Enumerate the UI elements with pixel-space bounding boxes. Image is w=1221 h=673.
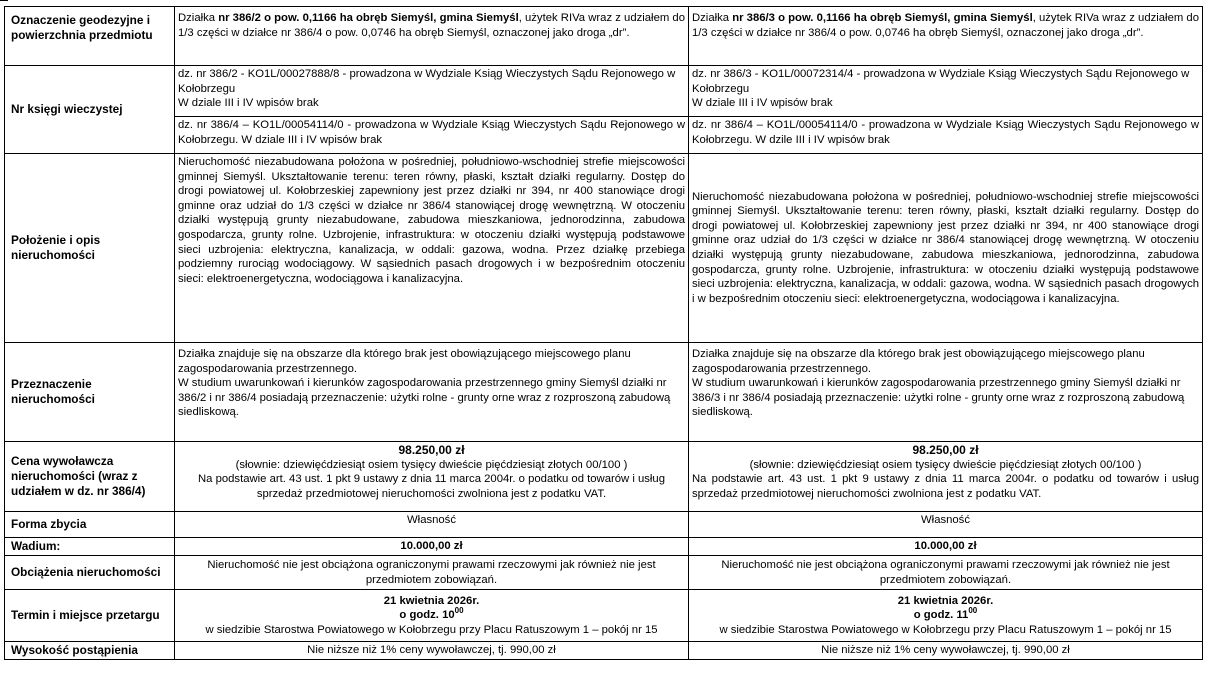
termin-date-left: 21 kwietnia 2026r. <box>383 594 480 607</box>
termin-time-right: o godz. $11^{00}$ <box>913 606 978 622</box>
cena-note-left: Na podstawie art. 43 ust. 1 pkt 9 ustawy z dnia 11 marca 2004r. o podatku od towarów i usług sprzedaż przedmiotowej nieruchomości zwolniona jest z podatku VAT. <box>198 473 665 500</box>
auction-details-table <box>4 6 1203 660</box>
row-cena <box>5 442 1203 512</box>
cell-oznaczenie-left: Działka nr 386/2 o pow. 0,1166 ha obręb Siemyśl, gmina Siemyśl, użytek RIVa wraz z udziałem do 1/3 części w działce nr 386/4 o pow. 0,0746 ha obręb Siemyśl, oznaczonej jako droga „dr”. <box>175 7 689 66</box>
cell-ksiega-left-b: dz. nr 386/4 – KO1L/00054114/0 - prowadzona w Wydziale Ksiąg Wieczystych Sądu Rejonowego w Kołobrzegu. W dziale III i IV wpisów brak <box>175 117 689 154</box>
row-przeznaczenie <box>5 343 1203 442</box>
label-wadium: Wadium: <box>5 538 175 556</box>
label-ksiega: Nr księgi wieczystej <box>5 66 175 154</box>
auction-table-wrapper <box>4 6 1203 660</box>
cell-obciazenia-left: Nieruchomość nie jest obciążona ograniczonymi prawami rzeczowymi jak również nie jest przedmiotem zobowiązań. <box>175 556 689 590</box>
cena-note-right: Na podstawie art. 43 ust. 1 pkt 9 ustawy z dnia 11 marca 2004r. o podatku od towarów i usług sprzedaż przedmiotowej nieruchomości zwolniona jest z podatku VAT. <box>692 473 1199 500</box>
cell-przeznaczenie-right: Działka znajduje się na obszarze dla którego brak jest obowiązującego miejscowego planu zagospodarowania przestrzennego. W studium uwarunkowań i kierunków zagospodarowania przestrzennego gminy Siemyśl działki nr 386/3 i nr 386/4 posiadają przeznaczenie: użytki rolne - grunty orne wraz z rozproszoną zabudową siedliskową. <box>689 343 1203 442</box>
label-postapienie: Wysokość postąpienia <box>5 642 175 660</box>
cell-ksiega-left-a: dz. nr 386/2 - KO1L/00027888/8 - prowadzona w Wydziale Ksiąg Wieczystych Sądu Rejonowego w Kołobrzegu W dziale III i IV wpisów brak <box>175 66 689 117</box>
cena-slownie-left: (słownie: dziewięćdziesiąt osiem tysięcy dwieście pięćdziesiąt złotych 00/100 ) <box>235 458 628 471</box>
row-oznaczenie <box>5 7 1203 66</box>
row-ksiega-a <box>5 66 1203 117</box>
row-postapienie <box>5 642 1203 660</box>
cell-przeznaczenie-left: Działka znajduje się na obszarze dla którego brak jest obowiązującego miejscowego planu zagospodarowania przestrzennego. W studium uwarunkowań i kierunków zagospodarowania przestrzennego gminy Siemyśl działki nr 386/2 i nr 386/4 posiadają przeznaczenie: użytki rolne - grunty orne wraz z rozproszoną zabudową siedliskową. <box>175 343 689 442</box>
cell-termin-left <box>175 590 689 642</box>
cell-wadium-right: 10.000,00 zł <box>689 538 1203 556</box>
label-obciazenia: Obciążenia nieruchomości <box>5 556 175 590</box>
row-ksiega-b <box>5 117 1203 154</box>
cell-obciazenia-right: Nieruchomość nie jest obciążona ograniczonymi prawami rzeczowymi jak również nie jest przedmiotem zobowiązań. <box>689 556 1203 590</box>
termin-time-left: o godz. $10^{00}$ <box>399 606 464 622</box>
label-oznaczenie: Oznaczenie geodezyjne i powierzchnia przedmiotu <box>5 7 175 66</box>
cell-cena-left <box>175 442 689 512</box>
cell-postapienie-left: Nie niższe niż 1% ceny wywoławczej, tj. 990,00 zł <box>175 642 689 660</box>
cell-forma-left: Własność <box>175 512 689 538</box>
cena-slownie-right: (słownie: dziewięćdziesiąt osiem tysięcy dwieście pięćdziesiąt złotych 00/100 ) <box>749 458 1142 471</box>
cell-ksiega-right-a: dz. nr 386/3 - KO1L/00072314/4 - prowadzona w Wydziale Ksiąg Wieczystych Sądu Rejonowego w Kołobrzegu W dziale III i IV wpisów brak <box>689 66 1203 117</box>
cell-wadium-left: 10.000,00 zł <box>175 538 689 556</box>
cena-amount-left: 98.250,00 zł <box>398 443 465 457</box>
cell-cena-right <box>689 442 1203 512</box>
termin-place-left: w siedzibie Starostwa Powiatowego w Kołobrzegu przy Placu Ratuszowym 1 – pokój nr 15 <box>205 623 658 636</box>
cell-termin-right <box>689 590 1203 642</box>
page-top-fragment <box>0 0 8 4</box>
label-przeznaczenie: Przeznaczenie nieruchomości <box>5 343 175 442</box>
row-forma <box>5 512 1203 538</box>
cell-postapienie-right: Nie niższe niż 1% ceny wywoławczej, tj. 990,00 zł <box>689 642 1203 660</box>
termin-place-right: w siedzibie Starostwa Powiatowego w Kołobrzegu przy Placu Ratuszowym 1 – pokój nr 15 <box>719 623 1172 636</box>
termin-date-right: 21 kwietnia 2026r. <box>897 594 994 607</box>
row-termin <box>5 590 1203 642</box>
label-termin: Termin i miejsce przetargu <box>5 590 175 642</box>
cena-amount-right: 98.250,00 zł <box>912 443 979 457</box>
label-cena: Cena wywoławcza nieruchomości (wraz z udziałem w dz. nr 386/4) <box>5 442 175 512</box>
cell-oznaczenie-right: Działka nr 386/3 o pow. 0,1166 ha obręb Siemyśl, gmina Siemyśl, użytek RIVa wraz z udziałem do 1/3 części w działce nr 386/4 o pow. 0,0746 ha obręb Siemyśl, oznaczonej jako droga „dr”. <box>689 7 1203 66</box>
row-obciazenia <box>5 556 1203 590</box>
cell-ksiega-right-b: dz. nr 386/4 – KO1L/00054114/0 - prowadzona w Wydziale Ksiąg Wieczystych Sądu Rejonowego w Kołobrzegu. W dzile III i IV wpisów brak <box>689 117 1203 154</box>
cell-polozenie-right: Nieruchomość niezabudowana położona w pośredniej, południowo-wschodniej strefie miejscowości gminnej Siemyśl. Ukształtowanie terenu: teren równy, płaski, kształt działki regularny. Dostęp do drogi powiatowej ul. Kołobrzeskiej zapewniony jest przez działki nr 394, nr 400 stanowiące drogi gminne oraz udział do 1/3 części w działce nr 386/4 stanowiącej drogę wewnętrzną. W otoczeniu działki występują grunty niezabudowane, zabudowa mieszkaniowa, jednorodzinna, zabudowa gospodarcza, grunty rolne. Uzbrojenie, infrastruktura: w otoczeniu działki występują podstawowe sieci uzbrojenia: elektryczna, kanalizacja, w oddali: gazowa, wodna. W sąsiednich pasach drogowych i w bezpośrednim otoczeniu sieci: elektroenergetyczna, wodociągowa i kanalizacyjna. <box>689 154 1203 343</box>
label-forma: Forma zbycia <box>5 512 175 538</box>
row-wadium <box>5 538 1203 556</box>
cell-forma-right: Własność <box>689 512 1203 538</box>
cell-polozenie-left: Nieruchomość niezabudowana położona w pośredniej, południowo-wschodniej strefie miejscowości gminnej Siemyśl. Ukształtowanie terenu: teren równy, płaski, kształt działki regularny. Dostęp do drogi powiatowej ul. Kołobrzeskiej zapewniony jest przez działki nr 394, nr 400 stanowiące drogi gminne oraz udział do 1/3 części w działce nr 386/4 stanowiącej drogę wewnętrzną. W otoczeniu działki występują grunty niezabudowane, zabudowa mieszkaniowa, jednorodzinna, zabudowa gospodarcza, grunty rolne. Uzbrojenie, infrastruktura: w otoczeniu działki występują podstawowe sieci uzbrojenia: elektryczna, kanalizacja, w oddali: gazowa, wodna. Przez działkę przebiega podziemny rurociąg wodociągowy. W sąsiednich pasach drogowych i w bezpośrednim otoczeniu sieci: elektroenergetyczna, wodociągowa i kanalizacyjna. <box>175 154 689 343</box>
row-polozenie <box>5 154 1203 343</box>
label-polozenie: Położenie i opis nieruchomości <box>5 154 175 343</box>
